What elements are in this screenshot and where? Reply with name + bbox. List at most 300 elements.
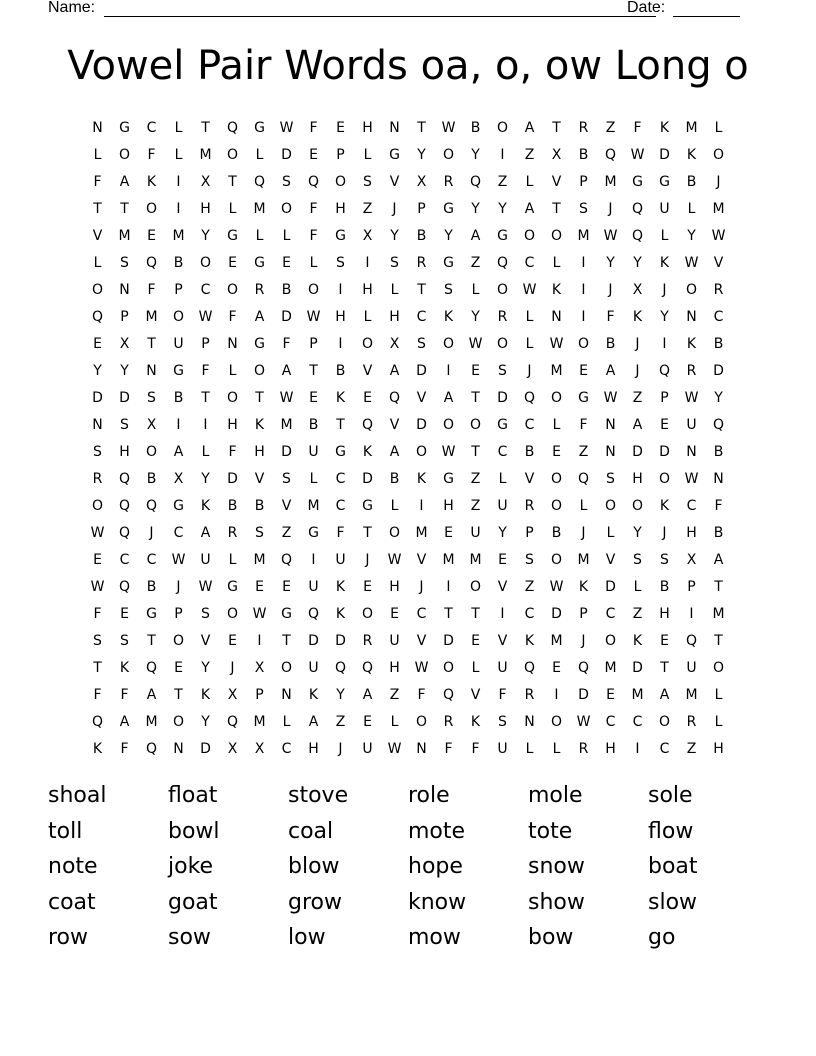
grid-cell[interactable]: X — [416, 173, 427, 190]
grid-cell[interactable]: L — [714, 119, 723, 136]
grid-cell[interactable]: F — [417, 686, 426, 703]
grid-cell[interactable]: N — [605, 443, 616, 460]
grid-cell[interactable]: A — [524, 200, 535, 217]
grid-cell[interactable]: S — [417, 335, 426, 352]
grid-cell[interactable]: L — [201, 443, 210, 460]
grid-cell[interactable]: Q — [658, 362, 671, 379]
grid-cell[interactable]: A — [605, 362, 616, 379]
grid-cell[interactable]: C — [524, 605, 535, 622]
grid-cell[interactable]: P — [201, 335, 210, 352]
grid-cell[interactable]: M — [118, 227, 131, 244]
grid-cell[interactable]: V — [92, 227, 103, 244]
grid-cell[interactable]: C — [416, 605, 427, 622]
grid-cell[interactable]: P — [120, 308, 129, 325]
grid-cell[interactable]: Y — [201, 659, 210, 676]
grid-cell[interactable]: Y — [336, 686, 345, 703]
grid-cell[interactable]: T — [660, 659, 669, 676]
grid-cell[interactable]: Q — [334, 659, 347, 676]
grid-cell[interactable]: X — [227, 686, 238, 703]
grid-cell[interactable]: K — [416, 470, 427, 487]
grid-cell[interactable]: I — [500, 605, 505, 622]
grid-cell[interactable]: U — [389, 632, 400, 649]
grid-cell[interactable]: N — [551, 308, 562, 325]
grid-cell[interactable]: O — [172, 632, 185, 649]
grid-cell[interactable]: R — [524, 686, 535, 703]
grid-cell[interactable]: A — [200, 524, 211, 541]
grid-cell[interactable]: W — [549, 335, 564, 352]
grid-cell[interactable]: G — [578, 389, 589, 406]
grid-cell[interactable]: Z — [632, 389, 643, 406]
grid-cell[interactable]: N — [524, 713, 535, 730]
grid-cell[interactable]: M — [415, 524, 428, 541]
grid-cell[interactable]: K — [632, 632, 643, 649]
grid-cell[interactable]: O — [442, 659, 455, 676]
grid-cell[interactable]: C — [416, 308, 427, 325]
grid-cell[interactable]: B — [173, 389, 184, 406]
grid-cell[interactable]: T — [120, 200, 129, 217]
grid-cell[interactable]: B — [173, 254, 184, 271]
grid-cell[interactable]: O — [145, 443, 158, 460]
grid-cell[interactable]: U — [497, 740, 508, 757]
grid-cell[interactable]: O — [496, 335, 509, 352]
grid-cell[interactable]: Y — [660, 308, 669, 325]
grid-cell[interactable]: C — [686, 497, 697, 514]
grid-cell[interactable]: Y — [201, 470, 210, 487]
grid-cell[interactable]: O — [442, 416, 455, 433]
grid-cell[interactable]: I — [338, 281, 343, 298]
grid-cell[interactable]: S — [93, 632, 102, 649]
grid-cell[interactable]: L — [228, 362, 237, 379]
grid-cell[interactable]: L — [363, 146, 372, 163]
grid-cell[interactable]: I — [176, 173, 181, 190]
grid-cell[interactable]: N — [227, 335, 238, 352]
grid-cell[interactable]: Q — [91, 308, 104, 325]
grid-cell[interactable]: T — [147, 335, 156, 352]
grid-cell[interactable]: F — [93, 605, 102, 622]
grid-cell[interactable]: H — [254, 443, 265, 460]
grid-cell[interactable]: M — [577, 227, 590, 244]
grid-cell[interactable]: R — [416, 254, 427, 271]
grid-cell[interactable]: A — [119, 173, 130, 190]
grid-cell[interactable]: M — [550, 632, 563, 649]
grid-cell[interactable]: W — [387, 740, 402, 757]
grid-cell[interactable]: O — [631, 497, 644, 514]
grid-cell[interactable]: B — [335, 362, 346, 379]
grid-cell[interactable]: K — [92, 740, 103, 757]
grid-cell[interactable]: N — [389, 119, 400, 136]
grid-cell[interactable]: O — [658, 470, 671, 487]
grid-cell[interactable]: U — [362, 740, 373, 757]
grid-cell[interactable]: U — [497, 659, 508, 676]
grid-cell[interactable]: C — [200, 281, 211, 298]
grid-cell[interactable]: S — [120, 254, 129, 271]
grid-cell[interactable]: W — [387, 551, 402, 568]
grid-cell[interactable]: P — [309, 335, 318, 352]
grid-cell[interactable]: E — [363, 713, 372, 730]
grid-cell[interactable]: L — [471, 281, 480, 298]
grid-cell[interactable]: L — [174, 146, 183, 163]
grid-cell[interactable]: Z — [524, 146, 535, 163]
grid-cell[interactable]: F — [282, 335, 291, 352]
grid-cell[interactable]: N — [686, 443, 697, 460]
grid-cell[interactable]: B — [227, 497, 238, 514]
grid-cell[interactable]: Q — [118, 497, 131, 514]
grid-cell[interactable]: G — [335, 443, 346, 460]
grid-cell[interactable]: G — [254, 254, 265, 271]
grid-cell[interactable]: C — [659, 740, 670, 757]
grid-cell[interactable]: T — [552, 119, 561, 136]
grid-cell[interactable]: W — [684, 470, 699, 487]
grid-cell[interactable]: N — [686, 308, 697, 325]
grid-cell[interactable]: Z — [578, 443, 589, 460]
grid-cell[interactable]: K — [254, 416, 265, 433]
grid-cell[interactable]: P — [174, 605, 183, 622]
grid-cell[interactable]: T — [363, 524, 372, 541]
grid-cell[interactable]: G — [443, 470, 454, 487]
grid-cell[interactable]: Y — [633, 524, 642, 541]
grid-cell[interactable]: Z — [335, 713, 346, 730]
grid-cell[interactable]: V — [470, 686, 481, 703]
grid-cell[interactable]: K — [443, 308, 454, 325]
grid-cell[interactable]: O — [415, 713, 428, 730]
grid-cell[interactable]: G — [659, 173, 670, 190]
grid-cell[interactable]: A — [713, 551, 724, 568]
grid-cell[interactable]: D — [632, 659, 643, 676]
grid-cell[interactable]: D — [659, 443, 670, 460]
grid-cell[interactable]: Y — [714, 389, 723, 406]
grid-cell[interactable]: J — [716, 173, 721, 190]
grid-cell[interactable]: R — [497, 308, 508, 325]
grid-cell[interactable]: L — [390, 713, 399, 730]
grid-cell[interactable]: T — [201, 389, 210, 406]
grid-cell[interactable]: T — [417, 281, 426, 298]
grid-cell[interactable]: L — [525, 740, 534, 757]
grid-cell[interactable]: Y — [633, 254, 642, 271]
grid-cell[interactable]: L — [714, 686, 723, 703]
grid-cell[interactable]: E — [147, 227, 156, 244]
grid-cell[interactable]: D — [335, 632, 346, 649]
grid-cell[interactable]: O — [550, 227, 563, 244]
grid-cell[interactable]: F — [714, 497, 723, 514]
grid-cell[interactable]: V — [254, 470, 265, 487]
grid-cell[interactable]: Y — [471, 146, 480, 163]
grid-cell[interactable]: Q — [226, 119, 239, 136]
grid-cell[interactable]: L — [471, 659, 480, 676]
grid-cell[interactable]: T — [255, 389, 264, 406]
grid-cell[interactable]: O — [226, 389, 239, 406]
grid-cell[interactable]: J — [149, 524, 154, 541]
grid-cell[interactable]: R — [92, 470, 103, 487]
grid-cell[interactable]: D — [308, 632, 319, 649]
grid-cell[interactable]: O — [604, 497, 617, 514]
grid-cell[interactable]: J — [419, 578, 424, 595]
grid-cell[interactable]: P — [579, 605, 588, 622]
grid-cell[interactable]: I — [365, 254, 370, 271]
grid-cell[interactable]: F — [120, 686, 129, 703]
grid-cell[interactable]: S — [255, 524, 264, 541]
grid-cell[interactable]: F — [147, 146, 156, 163]
grid-cell[interactable]: O — [604, 632, 617, 649]
grid-cell[interactable]: A — [443, 389, 454, 406]
grid-cell[interactable]: I — [635, 740, 640, 757]
grid-cell[interactable]: Y — [606, 254, 615, 271]
grid-cell[interactable]: F — [579, 416, 588, 433]
grid-cell[interactable]: I — [581, 281, 586, 298]
grid-cell[interactable]: B — [551, 524, 562, 541]
grid-cell[interactable]: X — [686, 551, 697, 568]
grid-cell[interactable]: J — [635, 362, 640, 379]
grid-cell[interactable]: K — [335, 605, 346, 622]
grid-cell[interactable]: M — [172, 227, 185, 244]
grid-cell[interactable]: L — [282, 713, 291, 730]
grid-cell[interactable]: O — [334, 173, 347, 190]
grid-cell[interactable]: H — [389, 578, 400, 595]
grid-cell[interactable]: F — [444, 740, 453, 757]
grid-cell[interactable]: O — [469, 578, 482, 595]
grid-cell[interactable]: R — [686, 713, 697, 730]
grid-cell[interactable]: O — [550, 470, 563, 487]
grid-cell[interactable]: H — [119, 443, 130, 460]
grid-cell[interactable]: Q — [145, 740, 158, 757]
grid-cell[interactable]: O — [712, 146, 725, 163]
grid-cell[interactable]: X — [551, 146, 562, 163]
grid-cell[interactable]: B — [281, 281, 292, 298]
grid-cell[interactable]: D — [551, 605, 562, 622]
grid-cell[interactable]: E — [228, 254, 237, 271]
grid-cell[interactable]: B — [389, 470, 400, 487]
grid-cell[interactable]: T — [282, 632, 291, 649]
grid-cell[interactable]: M — [469, 551, 482, 568]
grid-cell[interactable]: J — [338, 740, 343, 757]
grid-cell[interactable]: Q — [361, 416, 374, 433]
grid-cell[interactable]: H — [227, 416, 238, 433]
grid-cell[interactable]: V — [497, 578, 508, 595]
grid-cell[interactable]: T — [336, 416, 345, 433]
grid-cell[interactable]: F — [228, 443, 237, 460]
grid-cell[interactable]: V — [389, 416, 400, 433]
grid-cell[interactable]: A — [632, 416, 643, 433]
grid-cell[interactable]: Q — [631, 227, 644, 244]
grid-cell[interactable]: J — [581, 632, 586, 649]
grid-cell[interactable]: Y — [498, 200, 507, 217]
grid-cell[interactable]: Y — [93, 362, 102, 379]
grid-cell[interactable]: L — [309, 470, 318, 487]
grid-cell[interactable]: M — [199, 146, 212, 163]
grid-cell[interactable]: H — [335, 308, 346, 325]
grid-cell[interactable]: O — [442, 335, 455, 352]
grid-cell[interactable]: M — [442, 551, 455, 568]
grid-cell[interactable]: U — [173, 335, 184, 352]
grid-cell[interactable]: W — [522, 281, 537, 298]
grid-cell[interactable]: Y — [201, 227, 210, 244]
grid-cell[interactable]: L — [255, 146, 264, 163]
grid-cell[interactable]: L — [660, 227, 669, 244]
grid-cell[interactable]: E — [606, 686, 615, 703]
grid-cell[interactable]: M — [604, 659, 617, 676]
grid-cell[interactable]: J — [230, 659, 235, 676]
grid-cell[interactable]: C — [173, 524, 184, 541]
grid-cell[interactable]: U — [308, 443, 319, 460]
grid-cell[interactable]: Y — [687, 227, 696, 244]
grid-cell[interactable]: D — [497, 389, 508, 406]
grid-cell[interactable]: Q — [118, 578, 131, 595]
grid-cell[interactable]: B — [713, 524, 724, 541]
grid-cell[interactable]: K — [335, 389, 346, 406]
grid-cell[interactable]: W — [198, 578, 213, 595]
grid-cell[interactable]: F — [120, 740, 129, 757]
grid-cell[interactable]: F — [309, 119, 318, 136]
grid-cell[interactable]: X — [173, 470, 184, 487]
grid-cell[interactable]: X — [362, 227, 373, 244]
grid-cell[interactable]: G — [173, 497, 184, 514]
grid-cell[interactable]: W — [441, 119, 456, 136]
grid-cell[interactable]: S — [606, 470, 615, 487]
grid-cell[interactable]: L — [525, 308, 534, 325]
grid-cell[interactable]: E — [282, 578, 291, 595]
grid-cell[interactable]: D — [443, 632, 454, 649]
grid-cell[interactable]: K — [524, 632, 535, 649]
grid-cell[interactable]: I — [662, 335, 667, 352]
grid-cell[interactable]: C — [119, 551, 130, 568]
grid-cell[interactable]: R — [254, 281, 265, 298]
grid-cell[interactable]: A — [281, 362, 292, 379]
grid-cell[interactable]: C — [335, 470, 346, 487]
grid-cell[interactable]: F — [471, 740, 480, 757]
grid-cell[interactable]: V — [551, 173, 562, 190]
grid-cell[interactable]: L — [714, 713, 723, 730]
grid-cell[interactable]: U — [308, 578, 319, 595]
grid-cell[interactable]: E — [309, 146, 318, 163]
grid-cell[interactable]: U — [686, 416, 697, 433]
grid-cell[interactable]: Z — [470, 254, 481, 271]
grid-cell[interactable]: Q — [145, 497, 158, 514]
grid-cell[interactable]: W — [603, 227, 618, 244]
grid-cell[interactable]: E — [552, 659, 561, 676]
grid-cell[interactable]: Q — [253, 173, 266, 190]
grid-cell[interactable]: D — [416, 362, 427, 379]
grid-cell[interactable]: I — [500, 146, 505, 163]
grid-cell[interactable]: S — [390, 254, 399, 271]
grid-cell[interactable]: V — [497, 632, 508, 649]
grid-cell[interactable]: W — [171, 551, 186, 568]
grid-cell[interactable]: W — [468, 335, 483, 352]
grid-cell[interactable]: Q — [577, 470, 590, 487]
grid-cell[interactable]: V — [200, 632, 211, 649]
grid-cell[interactable]: S — [498, 713, 507, 730]
grid-cell[interactable]: F — [606, 308, 615, 325]
grid-cell[interactable]: G — [389, 146, 400, 163]
grid-cell[interactable]: S — [633, 551, 642, 568]
grid-cell[interactable]: Q — [577, 659, 590, 676]
grid-cell[interactable]: O — [118, 146, 131, 163]
grid-cell[interactable]: D — [416, 416, 427, 433]
grid-cell[interactable]: Y — [417, 146, 426, 163]
grid-cell[interactable]: L — [633, 578, 642, 595]
grid-cell[interactable]: Q — [307, 173, 320, 190]
grid-cell[interactable]: O — [415, 443, 428, 460]
grid-cell[interactable]: T — [417, 119, 426, 136]
grid-cell[interactable]: Y — [201, 713, 210, 730]
grid-cell[interactable]: C — [632, 713, 643, 730]
grid-cell[interactable]: A — [146, 686, 157, 703]
grid-cell[interactable]: Q — [712, 416, 725, 433]
grid-cell[interactable]: G — [443, 254, 454, 271]
grid-cell[interactable]: Q — [307, 605, 320, 622]
grid-cell[interactable]: O — [496, 281, 509, 298]
grid-cell[interactable]: I — [446, 578, 451, 595]
grid-cell[interactable]: D — [227, 470, 238, 487]
grid-cell[interactable]: F — [201, 362, 210, 379]
grid-cell[interactable]: O — [577, 335, 590, 352]
grid-cell[interactable]: P — [579, 173, 588, 190]
grid-cell[interactable]: A — [254, 308, 265, 325]
grid-cell[interactable]: O — [361, 335, 374, 352]
grid-cell[interactable]: G — [308, 524, 319, 541]
grid-cell[interactable]: H — [443, 497, 454, 514]
grid-cell[interactable]: N — [92, 416, 103, 433]
grid-cell[interactable]: G — [227, 578, 238, 595]
grid-cell[interactable]: R — [713, 281, 724, 298]
grid-cell[interactable]: Y — [120, 362, 129, 379]
grid-cell[interactable]: M — [631, 686, 644, 703]
grid-cell[interactable]: K — [200, 686, 211, 703]
grid-cell[interactable]: S — [579, 200, 588, 217]
grid-cell[interactable]: Z — [524, 578, 535, 595]
grid-cell[interactable]: O — [307, 281, 320, 298]
grid-cell[interactable]: M — [577, 551, 590, 568]
grid-cell[interactable]: J — [392, 200, 397, 217]
grid-cell[interactable]: B — [713, 443, 724, 460]
grid-cell[interactable]: D — [281, 146, 292, 163]
grid-cell[interactable]: Z — [362, 200, 373, 217]
grid-cell[interactable]: K — [119, 659, 130, 676]
grid-cell[interactable]: P — [525, 524, 534, 541]
grid-cell[interactable]: K — [659, 254, 670, 271]
grid-cell[interactable]: O — [280, 200, 293, 217]
grid-cell[interactable]: O — [145, 200, 158, 217]
grid-cell[interactable]: W — [198, 308, 213, 325]
grid-cell[interactable]: D — [659, 146, 670, 163]
grid-cell[interactable]: S — [336, 254, 345, 271]
grid-cell[interactable]: D — [92, 389, 103, 406]
grid-cell[interactable]: S — [120, 416, 129, 433]
grid-cell[interactable]: Y — [471, 200, 480, 217]
grid-cell[interactable]: J — [662, 524, 667, 541]
grid-cell[interactable]: O — [496, 119, 509, 136]
grid-cell[interactable]: C — [146, 119, 157, 136]
grid-cell[interactable]: G — [632, 173, 643, 190]
grid-cell[interactable]: Q — [388, 389, 401, 406]
grid-cell[interactable]: J — [365, 551, 370, 568]
grid-cell[interactable]: Q — [118, 470, 131, 487]
grid-cell[interactable]: N — [173, 740, 184, 757]
grid-cell[interactable]: M — [145, 308, 158, 325]
grid-cell[interactable]: U — [335, 551, 346, 568]
grid-cell[interactable]: G — [497, 227, 508, 244]
grid-cell[interactable]: M — [145, 713, 158, 730]
grid-cell[interactable]: A — [389, 362, 400, 379]
grid-cell[interactable]: D — [119, 389, 130, 406]
grid-cell[interactable]: D — [281, 443, 292, 460]
grid-cell[interactable]: Q — [361, 659, 374, 676]
grid-cell[interactable]: V — [713, 254, 724, 271]
grid-cell[interactable]: M — [253, 551, 266, 568]
grid-cell[interactable]: L — [228, 551, 237, 568]
grid-cell[interactable]: E — [471, 632, 480, 649]
grid-cell[interactable]: W — [711, 227, 726, 244]
grid-cell[interactable]: W — [684, 254, 699, 271]
grid-cell[interactable]: E — [390, 605, 399, 622]
